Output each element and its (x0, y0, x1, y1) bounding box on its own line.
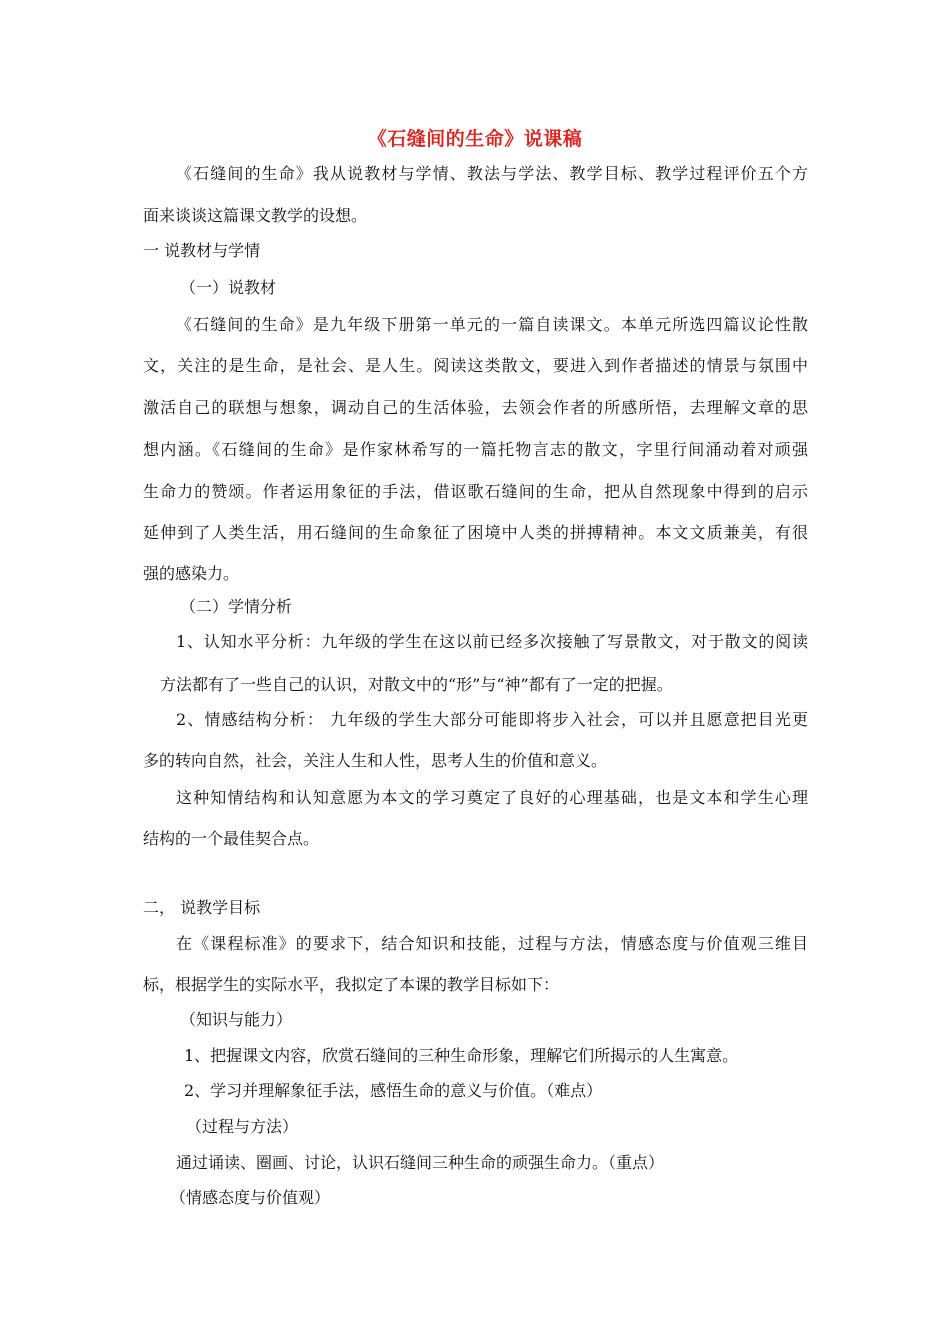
goal-item: 2、学习并理解象征手法，感悟生命的意义与价值。（难点） (184, 1081, 603, 1100)
paragraph-line: 《石缝间的生命》我从说教材与学情、教法与学法、教学目标、教学过程评价五个方 (176, 164, 808, 183)
paragraph-line: 结构的一个最佳契合点。 (143, 829, 320, 848)
goal-item: 通过诵读、圈画、讨论，认识石缝间三种生命的顽强生命力。（重点） (176, 1153, 665, 1172)
paragraph-line: 1、认知水平分析：九年级的学生在这以前已经多次接触了写景散文，对于散文的阅读 (176, 632, 808, 651)
subsection-heading: （一）说教材 (180, 278, 277, 297)
goal-category: （情感态度与价值观） (170, 1188, 331, 1207)
paragraph-line: 多的转向自然，社会，关注人生和人性，思考人生的价值和意义。 (143, 751, 608, 770)
paragraph-line: 强的感染力。 (143, 564, 240, 583)
paragraph-line: 《石缝间的生命》是九年级下册第一单元的一篇自读课文。本单元所选四篇议论性散 (176, 315, 808, 334)
paragraph-line: 标，根据学生的实际水平，我拟定了本课的教学目标如下： (143, 975, 560, 994)
subsection-heading: （二）学情分析 (180, 597, 293, 616)
paragraph-line: 延伸到了人类生活，用石缝间的生命象征了困境中人类的拼搏精神。本文文质兼美，有很 (143, 523, 808, 542)
document-title: 《石缝间的生命》说课稿 (367, 128, 583, 150)
paragraph-line: 文，关注的是生命，是社会、是人生。阅读这类散文，要进入到作者描述的情景与氛围中 (143, 356, 808, 375)
goal-category: （知识与能力） (180, 1010, 293, 1029)
paragraph-line: 生命力的赞颂。作者运用象征的手法，借讴歌石缝间的生命，把从自然现象中得到的启示 (143, 482, 808, 501)
goal-item: 1、把握课文内容，欣赏石缝间的三种生命形象，理解它们所揭示的人生寓意。 (184, 1046, 739, 1065)
paragraph-line: 想内涵。《石缝间的生命》是作家林希写的一篇托物言志的散文，字里行间涌动着对顽强 (143, 440, 808, 459)
paragraph-line: 方法都有了一些自己的认识，对散文中的“形”与“神”都有了一定的把握。 (160, 675, 673, 694)
paragraph-line: 2、情感结构分析： 九年级的学生大部分可能即将步入社会，可以并且愿意把目光更 (176, 710, 808, 729)
goal-category: （过程与方法） (186, 1117, 299, 1136)
paragraph-line: 面来谈谈这篇课文教学的设想。 (143, 206, 368, 225)
paragraph-line: 激活自己的联想与想象，调动自己的生活体验，去领会作者的所感所悟，去理解文章的思 (143, 398, 808, 417)
paragraph-line: 这种知情结构和认知意愿为本文的学习奠定了良好的心理基础，也是文本和学生心理 (176, 788, 808, 807)
section-heading: 二， 说教学目标 (143, 898, 261, 917)
section-heading: 一 说教材与学情 (143, 241, 261, 260)
paragraph-line: 在《课程标准》的要求下，结合知识和技能，过程与方法，情感态度与价值观三维目 (176, 934, 808, 953)
